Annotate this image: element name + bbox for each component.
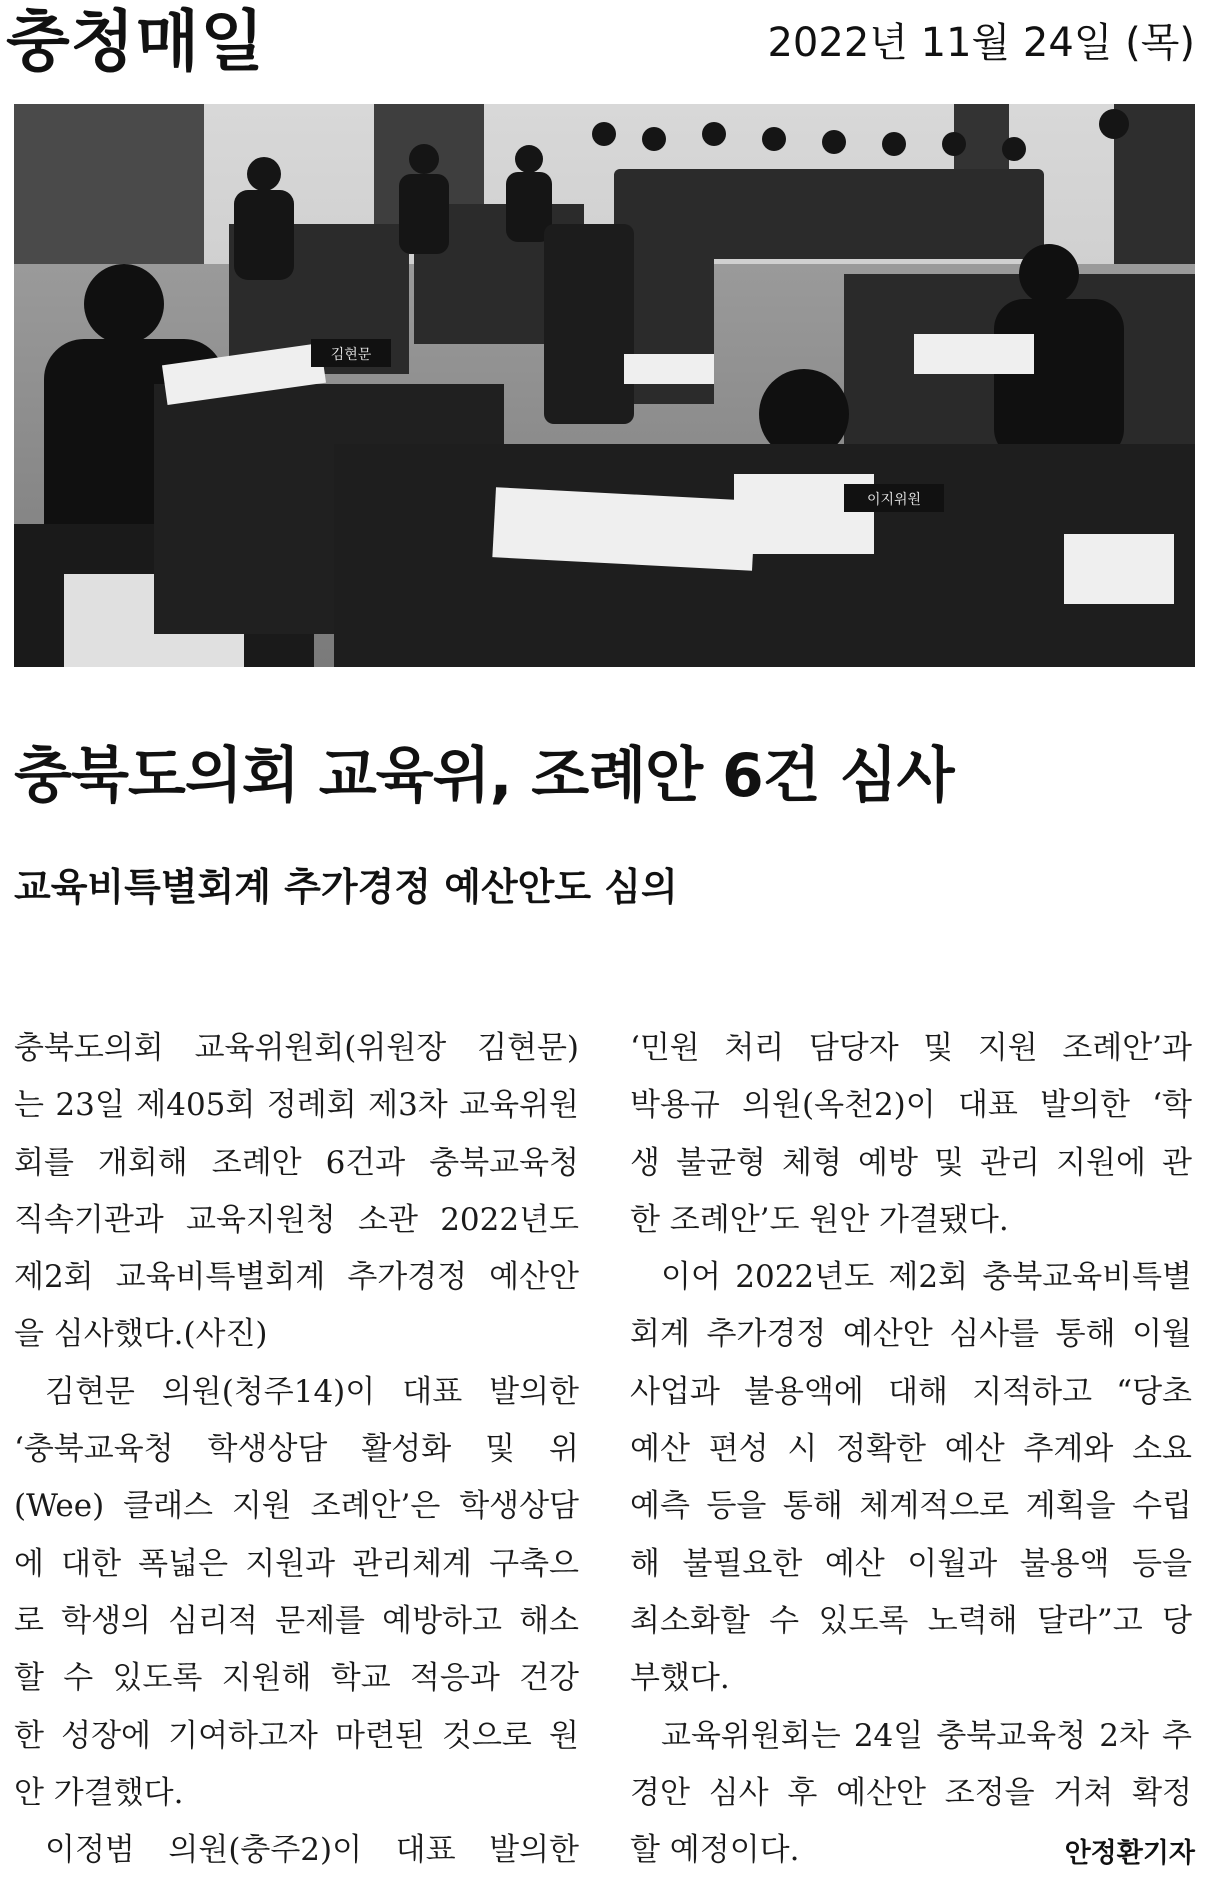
body-line: 할 수 있도록 지원해 학교 적응과 건강 (14, 1660, 579, 1697)
body-line: 한 성장에 기여하고자 마련된 것으로 원 (14, 1717, 579, 1754)
body-line: 충북도의회 교육위원회(위원장 김현문) (14, 1030, 579, 1066)
body-line: 을 심사했다.(사진) (14, 1316, 268, 1353)
nameplate-member (844, 484, 944, 512)
body-line: 한 조례안’도 원안 가결됐다. (630, 1201, 1009, 1238)
svg-text:김현문: 김현문 (330, 347, 372, 363)
body-line: 로 학생의 심리적 문제를 예방하고 해소 (14, 1602, 579, 1639)
body-line: 부했다. (630, 1660, 730, 1697)
newspaper-name: 충청매일 (6, 3, 266, 80)
committee-meeting-photo (14, 104, 1195, 667)
body-line: 경안 심사 후 예산안 조정을 거쳐 확정 (630, 1774, 1192, 1811)
body-line: 에 대한 폭넓은 지원과 관리체계 구축으 (14, 1545, 579, 1582)
article-body-right-column (630, 1020, 1192, 1879)
body-line: 예산 편성 시 정확한 예산 추계와 소요 (630, 1431, 1192, 1468)
body-line: 이정범 의원(충주2)이 대표 발의한 (45, 1832, 579, 1869)
body-line: 사업과 불용액에 대해 지적하고 “당초 (630, 1373, 1192, 1410)
body-line: 할 예정이다. (630, 1832, 800, 1869)
body-line: 박용규 의원(옥천2)이 대표 발의한 ‘학 (630, 1087, 1192, 1124)
svg-text:이지위원: 이지위원 (866, 492, 922, 508)
body-line: 직속기관과 교육지원청 소관 2022년도 (14, 1201, 579, 1238)
body-line: 회를 개회해 조례안 6건과 충북교육청 (14, 1144, 579, 1181)
article-subheadline: 교육비특별회계 추가경정 예산안도 심의 (14, 865, 678, 909)
body-line: 예측 등을 통해 체계적으로 계획을 수립 (630, 1488, 1192, 1525)
body-line: 최소화할 수 있도록 노력해 달라”고 당 (630, 1602, 1192, 1639)
body-line: 교육위원회는 24일 충북교육청 2차 추 (661, 1717, 1192, 1754)
article-photo (14, 104, 1195, 667)
body-line: 이어 2022년도 제2회 충북교육비특별 (661, 1259, 1192, 1296)
body-line: 안 가결했다. (14, 1774, 184, 1811)
body-line: 회계 추가경정 예산안 심사를 통해 이월 (630, 1316, 1192, 1353)
body-line: ‘충북교육청 학생상담 활성화 및 위 (14, 1431, 579, 1468)
body-line: 해 불필요한 예산 이월과 불용액 등을 (630, 1545, 1192, 1582)
masthead (0, 0, 1209, 90)
body-line: ‘민원 처리 담당자 및 지원 조례안’과 (630, 1030, 1192, 1066)
body-line: (Wee) 클래스 지원 조례안’은 학생상담 (14, 1488, 579, 1525)
body-line: 김현문 의원(청주14)이 대표 발의한 (45, 1373, 579, 1410)
nameplate-chair (311, 339, 391, 367)
publication-date: 2022년 11월 24일 (목) (767, 20, 1195, 66)
article-body-left-column (14, 1020, 579, 1879)
reporter-byline: 안정환기자 (1064, 1838, 1195, 1869)
body-line: 는 23일 제405회 정례회 제3차 교육위원 (14, 1087, 579, 1124)
article-headline: 충북도의회 교육위, 조례안 6건 심사 (14, 741, 954, 811)
body-line: 생 불균형 체형 예방 및 관리 지원에 관 (630, 1144, 1192, 1181)
body-line: 제2회 교육비특별회계 추가경정 예산안 (14, 1259, 579, 1296)
